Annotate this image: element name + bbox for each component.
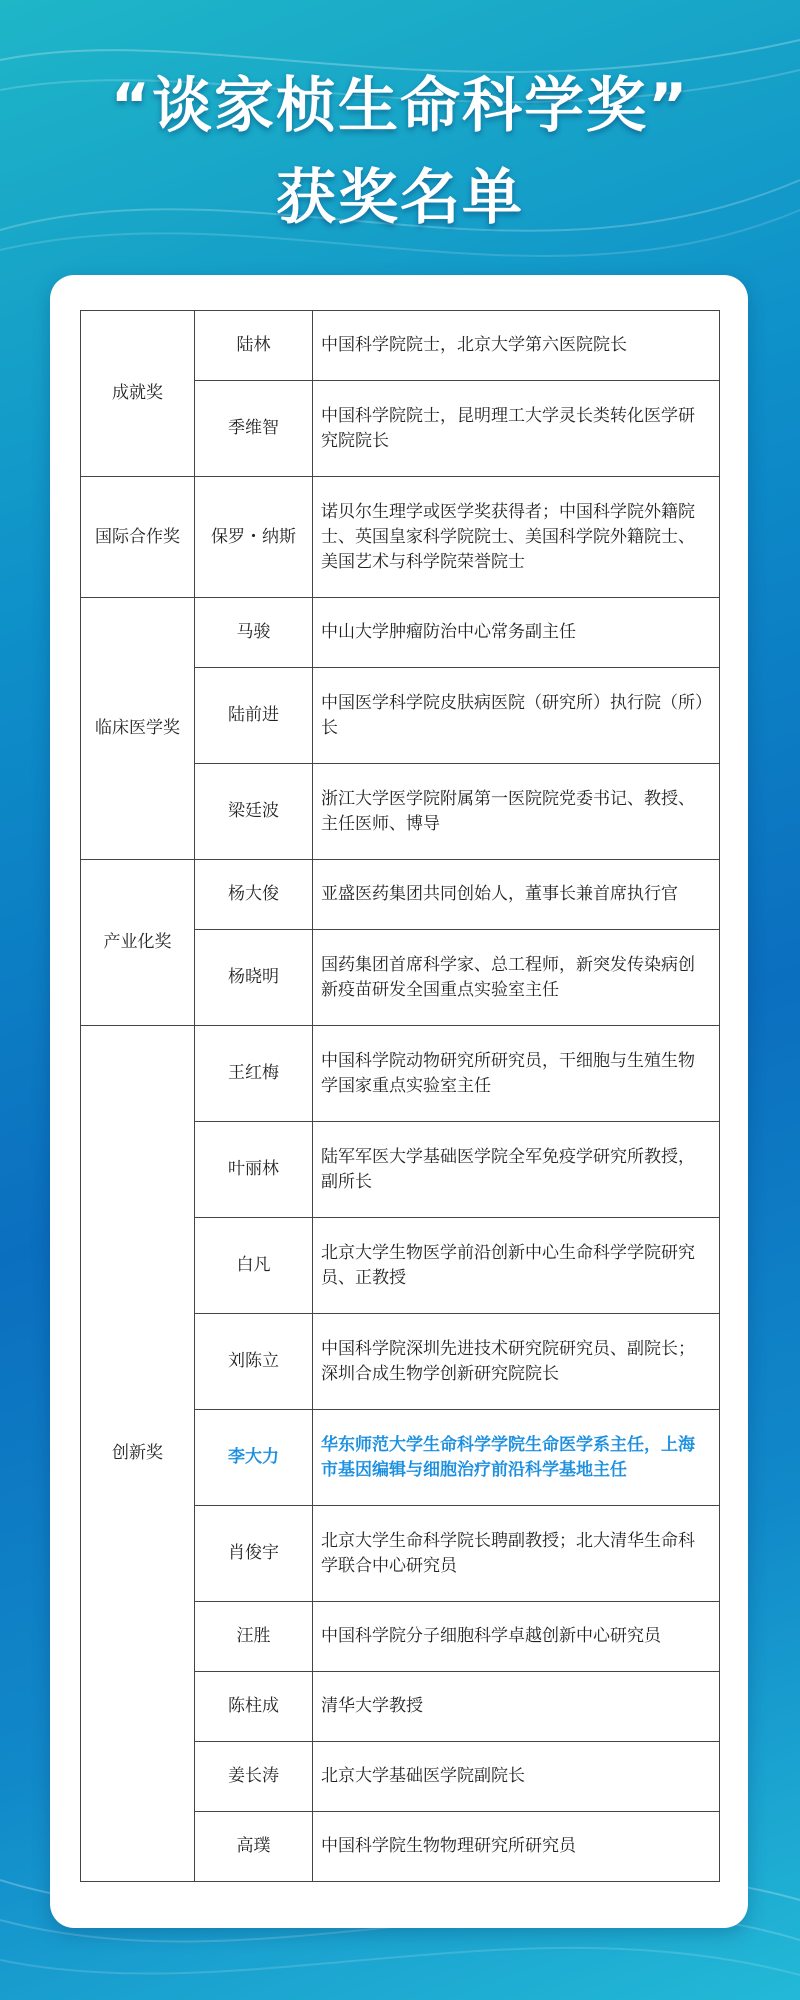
page-title-line2: 获奖名单 xyxy=(276,163,524,233)
recipient-description: 中国科学院院士，昆明理工大学灵长类转化医学研究院院长 xyxy=(313,381,720,477)
recipient-name: 陆前进 xyxy=(195,668,313,764)
recipient-name: 高璞 xyxy=(195,1812,313,1882)
recipient-description: 陆军军医大学基础医学院全军免疫学研究所教授，副所长 xyxy=(313,1122,720,1218)
award-table xyxy=(80,310,720,1882)
recipient-name: 保罗・纳斯 xyxy=(195,477,313,598)
table-row xyxy=(81,477,720,598)
recipient-name: 马骏 xyxy=(195,598,313,668)
recipient-name: 杨大俊 xyxy=(195,860,313,930)
recipient-description: 中国科学院院士，北京大学第六医院院长 xyxy=(313,311,720,381)
recipient-name: 汪胜 xyxy=(195,1602,313,1672)
recipient-name: 白凡 xyxy=(195,1218,313,1314)
recipient-description: 中山大学肿瘤防治中心常务副主任 xyxy=(313,598,720,668)
recipient-name: 梁廷波 xyxy=(195,764,313,860)
recipient-description: 国药集团首席科学家、总工程师，新突发传染病创新疫苗研发全国重点实验室主任 xyxy=(313,930,720,1026)
award-category: 成就奖 xyxy=(81,311,195,477)
recipient-name: 刘陈立 xyxy=(195,1314,313,1410)
award-category: 创新奖 xyxy=(81,1026,195,1882)
recipient-name: 陆林 xyxy=(195,311,313,381)
table-row xyxy=(81,598,720,668)
award-list-card xyxy=(50,275,748,1928)
recipient-description: 中国医学科学院皮肤病医院（研究所）执行院（所）长 xyxy=(313,668,720,764)
award-category: 国际合作奖 xyxy=(81,477,195,598)
recipient-description: 华东师范大学生命科学学院生命医学系主任，上海市基因编辑与细胞治疗前沿科学基地主任 xyxy=(313,1410,720,1506)
recipient-description: 中国科学院动物研究所研究员，干细胞与生殖生物学国家重点实验室主任 xyxy=(313,1026,720,1122)
page-title-line1: “谈家桢生命科学奖” xyxy=(110,71,690,141)
recipient-description: 亚盛医药集团共同创始人，董事长兼首席执行官 xyxy=(313,860,720,930)
table-row xyxy=(81,860,720,930)
award-category: 临床医学奖 xyxy=(81,598,195,860)
award-category: 产业化奖 xyxy=(81,860,195,1026)
recipient-description: 清华大学教授 xyxy=(313,1672,720,1742)
recipient-name: 季维智 xyxy=(195,381,313,477)
recipient-description: 北京大学生命科学院长聘副教授；北大清华生命科学联合中心研究员 xyxy=(313,1506,720,1602)
recipient-description: 北京大学基础医学院副院长 xyxy=(313,1742,720,1812)
recipient-description: 中国科学院生物物理研究所研究员 xyxy=(313,1812,720,1882)
recipient-description: 中国科学院分子细胞科学卓越创新中心研究员 xyxy=(313,1602,720,1672)
recipient-description: 诺贝尔生理学或医学奖获得者；中国科学院外籍院士、英国皇家科学院院士、美国科学院外籍院士、美国艺术与科学院荣誉院士 xyxy=(313,477,720,598)
recipient-description: 北京大学生物医学前沿创新中心生命科学学院研究员、正教授 xyxy=(313,1218,720,1314)
recipient-name: 李大力 xyxy=(195,1410,313,1506)
recipient-description: 中国科学院深圳先进技术研究院研究员、副院长；深圳合成生物学创新研究院院长 xyxy=(313,1314,720,1410)
table-row xyxy=(81,311,720,381)
recipient-name: 叶丽林 xyxy=(195,1122,313,1218)
recipient-name: 陈柱成 xyxy=(195,1672,313,1742)
recipient-name: 杨晓明 xyxy=(195,930,313,1026)
table-row xyxy=(81,1026,720,1122)
recipient-name: 姜长涛 xyxy=(195,1742,313,1812)
recipient-name: 肖俊宇 xyxy=(195,1506,313,1602)
recipient-description: 浙江大学医学院附属第一医院院党委书记、教授、主任医师、博导 xyxy=(313,764,720,860)
recipient-name: 王红梅 xyxy=(195,1026,313,1122)
